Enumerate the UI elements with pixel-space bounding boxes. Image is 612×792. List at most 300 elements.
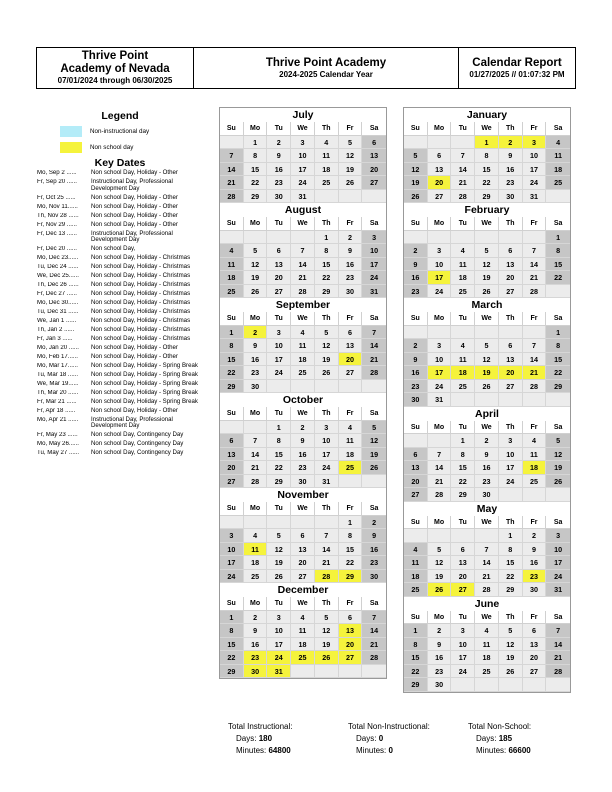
weekend-day-cell: 20	[362, 163, 386, 177]
weekday-label: We	[291, 407, 315, 421]
weekday-label: Th	[499, 421, 523, 435]
day-cell: 7	[315, 529, 339, 543]
weekday-label: Tu	[267, 122, 291, 136]
non-school-day-cell: 29	[339, 570, 363, 584]
day-cell: 19	[315, 353, 339, 367]
day-cell: 10	[428, 353, 452, 367]
day-cell: 27	[291, 570, 315, 584]
week-row	[220, 570, 386, 584]
weekend-day-cell: 30	[362, 570, 386, 584]
key-date-date: We, Jan 1 ......	[37, 317, 77, 324]
weekday-label: Mo	[244, 217, 268, 231]
day-cell: 24	[428, 380, 452, 394]
weekday-header	[220, 407, 386, 421]
weekday-label: Mo	[428, 611, 452, 625]
day-cell: 12	[499, 638, 523, 652]
week-row	[404, 543, 570, 557]
day-cell: 27	[499, 380, 523, 394]
key-date-date: Tu, Mar 18 ......	[37, 371, 79, 378]
key-date-date: Fr, Dec 20 ......	[37, 246, 77, 253]
day-cell: 1	[244, 136, 268, 150]
weekend-day-cell: 14	[362, 624, 386, 638]
weekday-label: We	[291, 502, 315, 516]
day-cell: 9	[339, 244, 363, 258]
non-school-day-cell: 3	[523, 136, 547, 150]
empty-day-cell	[546, 285, 570, 299]
day-cell: 7	[428, 448, 452, 462]
key-date-date: Mo, Dec 23......	[37, 255, 79, 262]
day-cell: 28	[291, 285, 315, 299]
week-row	[404, 624, 570, 638]
week-row	[404, 448, 570, 462]
weekend-day-cell: 26	[404, 190, 428, 204]
day-cell: 4	[451, 244, 475, 258]
weekend-day-cell: 12	[362, 434, 386, 448]
key-date-item	[37, 179, 209, 192]
day-cell: 2	[291, 421, 315, 435]
day-cell: 6	[339, 611, 363, 625]
weekend-day-cell: 22	[220, 651, 244, 665]
weekday-label: Tu	[267, 502, 291, 516]
weekend-day-cell: 11	[546, 149, 570, 163]
day-cell: 24	[267, 366, 291, 380]
weekend-day-cell: 20	[404, 475, 428, 489]
weekday-label: Tu	[451, 421, 475, 435]
day-cell: 1	[339, 516, 363, 530]
empty-day-cell	[428, 136, 452, 150]
key-date-item	[37, 441, 209, 448]
empty-day-cell	[451, 326, 475, 340]
totals-title: Total Instructional:	[228, 722, 293, 731]
totals-title: Total Non-Instructional:	[348, 722, 430, 731]
non-school-day-cell: 28	[315, 570, 339, 584]
day-cell: 26	[499, 665, 523, 679]
week-row	[220, 258, 386, 272]
weekend-day-cell: 27	[362, 176, 386, 190]
week-row	[220, 231, 386, 245]
school-name-line1: Thrive Point	[81, 50, 149, 62]
key-date-text: Non school Day, Holiday - Christmas	[91, 272, 191, 280]
weekday-header	[404, 611, 570, 625]
week-row	[220, 190, 386, 204]
non-school-day-cell: 21	[523, 366, 547, 380]
weekday-label: Sa	[362, 312, 386, 326]
weekday-label: Th	[499, 611, 523, 625]
empty-day-cell	[404, 231, 428, 245]
weekday-label: Fr	[339, 407, 363, 421]
day-cell: 15	[244, 163, 268, 177]
day-cell: 22	[451, 475, 475, 489]
weekday-label: Th	[315, 597, 339, 611]
day-cell: 10	[451, 638, 475, 652]
week-row	[404, 665, 570, 679]
day-cell: 24	[451, 665, 475, 679]
day-cell: 21	[451, 176, 475, 190]
weekend-day-cell: 2	[404, 339, 428, 353]
weekend-day-cell: 27	[404, 488, 428, 502]
day-cell: 20	[499, 271, 523, 285]
day-cell: 4	[475, 624, 499, 638]
weekday-label: We	[291, 122, 315, 136]
key-date-item	[37, 213, 209, 220]
weekday-header	[220, 312, 386, 326]
weekday-label: Fr	[523, 421, 547, 435]
key-date-date: Th, Nov 28 ......	[37, 212, 79, 219]
day-cell: 1	[315, 231, 339, 245]
empty-day-cell	[244, 516, 268, 530]
weekday-label: Sa	[546, 217, 570, 231]
day-cell: 10	[291, 149, 315, 163]
weekend-day-cell: 8	[220, 339, 244, 353]
day-cell: 19	[315, 638, 339, 652]
weekday-label: We	[475, 611, 499, 625]
week-row	[404, 380, 570, 394]
empty-day-cell	[499, 393, 523, 407]
day-cell: 21	[291, 271, 315, 285]
non-school-day-cell: 20	[499, 366, 523, 380]
key-dates-list	[37, 170, 209, 459]
weekday-label: Fr	[339, 312, 363, 326]
key-date-date: Mo, Jan 20 ......	[37, 344, 79, 351]
empty-day-cell	[404, 136, 428, 150]
weekend-day-cell: 10	[362, 244, 386, 258]
weekday-label: We	[291, 597, 315, 611]
key-date-item	[37, 170, 209, 177]
weekend-day-cell: 21	[362, 353, 386, 367]
empty-day-cell	[339, 380, 363, 394]
weekend-day-cell: 8	[546, 339, 570, 353]
day-cell: 2	[267, 136, 291, 150]
month-title: September	[275, 299, 331, 311]
day-cell: 10	[315, 434, 339, 448]
weekend-day-cell: 26	[362, 461, 386, 475]
weekday-label: Tu	[451, 611, 475, 625]
non-school-day-cell: 20	[428, 176, 452, 190]
days-label: Days:	[356, 734, 377, 743]
day-cell: 15	[267, 448, 291, 462]
day-cell: 9	[291, 434, 315, 448]
day-cell: 27	[499, 285, 523, 299]
key-date-date: Tu, May 27 ......	[37, 450, 80, 457]
day-cell: 27	[523, 665, 547, 679]
weekday-label: Su	[404, 122, 428, 136]
week-row	[220, 149, 386, 163]
key-date-date: Fr, Mar 21 ......	[37, 398, 77, 405]
day-cell: 22	[267, 461, 291, 475]
weekend-day-cell: 17	[362, 258, 386, 272]
day-cell: 19	[475, 271, 499, 285]
day-cell: 14	[244, 448, 268, 462]
day-cell: 4	[291, 326, 315, 340]
day-cell: 5	[339, 136, 363, 150]
day-cell: 17	[267, 353, 291, 367]
day-cell: 17	[315, 448, 339, 462]
day-cell: 7	[451, 149, 475, 163]
day-cell: 23	[291, 461, 315, 475]
weekend-day-cell: 9	[404, 353, 428, 367]
weekday-label: Tu	[267, 217, 291, 231]
weekend-day-cell: 23	[404, 285, 428, 299]
empty-day-cell	[523, 488, 547, 502]
weekend-day-cell: 8	[546, 244, 570, 258]
weekend-day-cell: 15	[546, 258, 570, 272]
weekend-day-cell: 5	[362, 421, 386, 435]
day-cell: 24	[315, 461, 339, 475]
day-cell: 16	[267, 163, 291, 177]
day-cell: 23	[267, 176, 291, 190]
key-date-text: Non school Day, Holiday - Christmas	[91, 263, 191, 271]
days-value: 180	[258, 734, 273, 743]
key-date-text: Non school Day, Holiday - Spring Break	[91, 397, 198, 405]
weekday-label: Sa	[362, 122, 386, 136]
empty-day-cell	[220, 231, 244, 245]
day-cell: 31	[291, 190, 315, 204]
weekday-label: Su	[220, 312, 244, 326]
key-date-date: Mo, May 26......	[37, 441, 79, 448]
day-cell: 26	[475, 285, 499, 299]
day-cell: 23	[428, 665, 452, 679]
weekend-day-cell: 6	[404, 448, 428, 462]
key-date-text: Non school Day, Contingency Day	[91, 449, 184, 457]
day-cell: 15	[475, 163, 499, 177]
report-timestamp: 01/27/2025 // 01:07:32 PM	[469, 69, 565, 79]
day-cell: 6	[451, 543, 475, 557]
key-date-text: Non school Day, Holiday - Christmas	[91, 316, 191, 324]
weekend-day-cell: 29	[404, 678, 428, 692]
empty-day-cell	[451, 136, 475, 150]
weekend-day-cell: 13	[404, 461, 428, 475]
day-cell: 25	[315, 176, 339, 190]
day-cell: 23	[499, 176, 523, 190]
month-title: February	[464, 204, 510, 216]
empty-day-cell	[315, 665, 339, 679]
key-date-item	[37, 399, 209, 406]
weekend-day-cell: 29	[220, 380, 244, 394]
day-cell: 12	[315, 339, 339, 353]
empty-day-cell	[546, 488, 570, 502]
month-title: April	[475, 407, 499, 420]
key-date-date: We, Mar 19......	[37, 380, 79, 387]
weekend-day-cell: 7	[362, 326, 386, 340]
weekend-day-cell: 31	[546, 583, 570, 597]
day-cell: 5	[315, 326, 339, 340]
weekend-day-cell: 1	[220, 326, 244, 340]
key-date-date: Fr, Oct 25 ......	[37, 194, 76, 201]
day-cell: 19	[428, 570, 452, 584]
day-cell: 4	[523, 434, 547, 448]
weekend-day-cell: 18	[546, 163, 570, 177]
weekday-label: Mo	[428, 312, 452, 326]
day-cell: 4	[339, 421, 363, 435]
weekend-day-cell: 16	[404, 366, 428, 380]
day-cell: 14	[523, 353, 547, 367]
weekday-label: We	[475, 122, 499, 136]
week-row	[220, 326, 386, 340]
day-cell: 6	[291, 529, 315, 543]
day-cell: 24	[428, 285, 452, 299]
day-cell: 28	[451, 190, 475, 204]
week-row	[220, 651, 386, 665]
day-cell: 12	[315, 624, 339, 638]
weekend-day-cell: 27	[220, 475, 244, 489]
empty-day-cell	[428, 326, 452, 340]
empty-day-cell	[428, 231, 452, 245]
week-row	[404, 258, 570, 272]
day-cell: 17	[291, 163, 315, 177]
day-cell: 25	[523, 475, 547, 489]
weekend-day-cell: 17	[220, 556, 244, 570]
day-cell: 8	[339, 529, 363, 543]
calendar-info	[194, 48, 459, 88]
weekday-label: Tu	[267, 597, 291, 611]
non-school-day-cell: 17	[428, 366, 452, 380]
weekday-label: We	[291, 312, 315, 326]
weekend-day-cell: 14	[220, 163, 244, 177]
week-row	[404, 638, 570, 652]
day-cell: 16	[339, 258, 363, 272]
weekend-day-cell: 18	[220, 271, 244, 285]
day-cell: 8	[499, 543, 523, 557]
day-cell: 5	[267, 529, 291, 543]
non-school-day-cell: 25	[339, 461, 363, 475]
key-date-item	[37, 417, 209, 430]
empty-day-cell	[475, 393, 499, 407]
day-cell: 7	[523, 244, 547, 258]
non-school-day-cell: 2	[499, 136, 523, 150]
report-info	[459, 48, 575, 88]
weekend-day-cell: 4	[546, 136, 570, 150]
day-cell: 16	[244, 638, 268, 652]
week-row	[404, 556, 570, 570]
day-cell: 28	[475, 583, 499, 597]
weekend-day-cell: 1	[546, 326, 570, 340]
month-title: November	[277, 489, 329, 501]
key-date-text: Non school Day, Holiday - Spring Break	[91, 361, 198, 369]
weekend-day-cell: 6	[362, 136, 386, 150]
day-cell: 13	[339, 339, 363, 353]
day-cell: 9	[428, 638, 452, 652]
weekday-label: Tu	[267, 407, 291, 421]
day-cell: 21	[315, 556, 339, 570]
day-cell: 28	[244, 475, 268, 489]
day-cell: 25	[451, 380, 475, 394]
weekday-label: Mo	[428, 122, 452, 136]
week-row	[404, 529, 570, 543]
weekend-day-cell: 14	[362, 339, 386, 353]
empty-day-cell	[428, 529, 452, 543]
total-non-school	[468, 721, 531, 757]
key-date-text: Non school Day,	[91, 245, 136, 253]
key-date-date: Fr, Jan 3 ......	[37, 335, 73, 342]
empty-day-cell	[315, 380, 339, 394]
key-date-item	[37, 336, 209, 343]
key-date-text: Non school Day, Holiday - Christmas	[91, 290, 191, 297]
day-cell: 7	[244, 434, 268, 448]
weekday-label: Fr	[523, 312, 547, 326]
weekday-label: Su	[404, 312, 428, 326]
month-title: March	[471, 299, 503, 311]
day-cell: 18	[291, 638, 315, 652]
weekend-day-cell: 1	[546, 231, 570, 245]
weekday-label: Th	[315, 407, 339, 421]
weekend-day-cell: 15	[220, 353, 244, 367]
day-cell: 16	[428, 651, 452, 665]
weekend-day-cell: 16	[362, 543, 386, 557]
key-date-date: We, Dec 25......	[37, 273, 79, 280]
week-row	[220, 556, 386, 570]
day-cell: 10	[523, 149, 547, 163]
day-cell: 4	[451, 339, 475, 353]
empty-day-cell	[475, 326, 499, 340]
minutes-value: 66600	[508, 746, 531, 755]
key-date-text: Non school Day, Holiday - Christmas	[91, 281, 191, 289]
empty-day-cell	[428, 434, 452, 448]
day-cell: 12	[267, 543, 291, 557]
day-cell: 24	[499, 475, 523, 489]
week-row	[404, 339, 570, 353]
weekday-header	[220, 217, 386, 231]
day-cell: 2	[244, 611, 268, 625]
key-date-item	[37, 282, 209, 289]
non-school-day-cell: 23	[244, 651, 268, 665]
week-row	[404, 366, 570, 380]
day-cell: 11	[451, 258, 475, 272]
key-date-item	[37, 450, 209, 457]
day-cell: 3	[267, 611, 291, 625]
day-cell: 29	[475, 190, 499, 204]
day-cell: 31	[428, 393, 452, 407]
week-row	[220, 136, 386, 150]
key-date-date: Mo, Dec 30......	[37, 299, 79, 306]
legend-item-non-instructional	[60, 126, 149, 137]
weekend-day-cell: 15	[546, 353, 570, 367]
day-cell: 18	[244, 556, 268, 570]
weekday-header	[404, 217, 570, 231]
day-cell: 3	[267, 326, 291, 340]
day-cell: 14	[291, 258, 315, 272]
key-date-text: Non school Day, Holiday - Other	[91, 193, 178, 201]
empty-day-cell	[291, 380, 315, 394]
weekday-label: Th	[499, 122, 523, 136]
day-cell: 2	[475, 434, 499, 448]
empty-day-cell	[404, 434, 428, 448]
empty-day-cell	[339, 475, 363, 489]
week-row	[220, 434, 386, 448]
weekend-day-cell: 15	[220, 638, 244, 652]
month-title: October	[282, 394, 324, 406]
day-cell: 10	[499, 448, 523, 462]
school-name-line2: Academy of Nevada	[60, 63, 170, 75]
day-cell: 3	[291, 136, 315, 150]
day-cell: 14	[428, 461, 452, 475]
key-date-text: Non school Day, Holiday - Other	[91, 202, 178, 210]
day-cell: 5	[475, 339, 499, 353]
non-school-day-cell: 20	[339, 353, 363, 367]
weekday-label: Fr	[339, 597, 363, 611]
day-cell: 16	[291, 448, 315, 462]
weekday-label: Tu	[451, 217, 475, 231]
day-cell: 31	[523, 190, 547, 204]
key-date-date: Fr, Dec 13 ......	[37, 230, 77, 237]
key-date-item	[37, 345, 209, 352]
days-value: 185	[498, 734, 513, 743]
day-cell: 9	[499, 149, 523, 163]
day-cell: 18	[315, 163, 339, 177]
legend-item-non-school	[60, 142, 133, 153]
day-cell: 14	[451, 163, 475, 177]
weekend-day-cell: 9	[404, 258, 428, 272]
day-cell: 29	[267, 475, 291, 489]
